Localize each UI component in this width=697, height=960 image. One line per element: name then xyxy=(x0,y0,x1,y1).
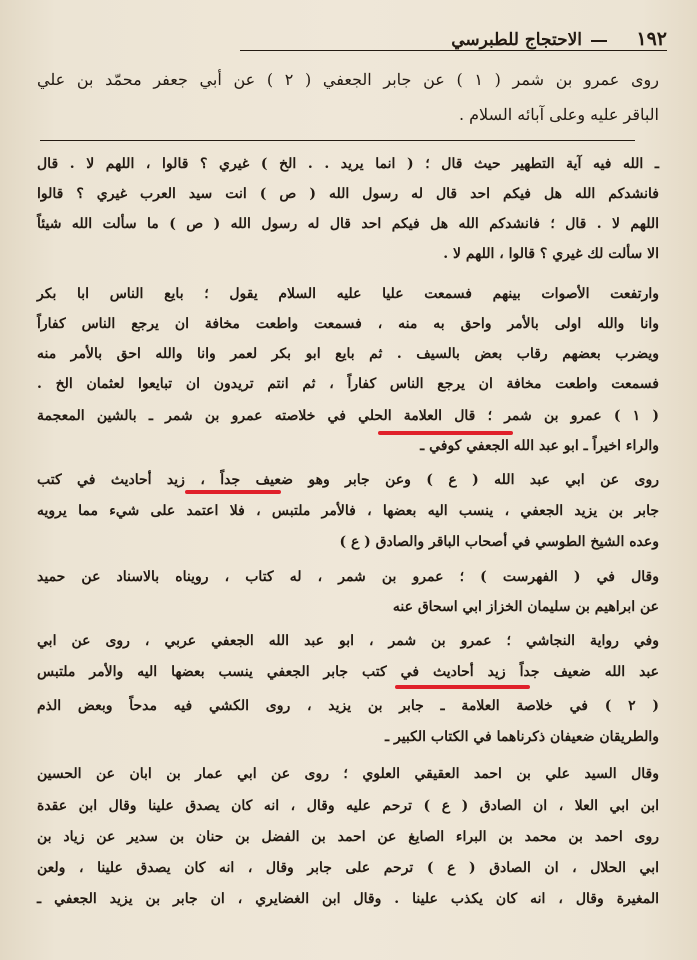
commentary-line: الا سألت لك غيري ؟ قالوا ، اللهم لا . xyxy=(443,246,659,262)
page-number: ١٩٢ xyxy=(636,28,667,50)
commentary-line: وانا والله اولى بالأمر واحق به منه ، فسمعت واطعت مخافة ان يرجع الناس كفاراً xyxy=(37,316,659,332)
commentary-line: ـ الله فيه آية التطهير حيث قال ؛ ( انما يريد . . الخ ) غيري ؟ قالوا ، اللهم لا . قال xyxy=(37,156,659,172)
footnote-line: وقال السيد علي بن احمد العقيقي العلوي ؛ روى عن ابي عمار بن ابان عن الحسين xyxy=(37,766,659,782)
footnote-line: ابي الحلال ، ان الصادق ( ع ) ترحم على جابر وقال ، انه كان يصدق علينا ، ولعن xyxy=(37,860,659,876)
footnote-line: جابر بن يزيد الجعفي ، ينسب اليه بعضها ، فالأمر ملتبس ، فلا اعتمد على شيء مما يرويه xyxy=(37,503,659,519)
footnote-line: ابن ابي العلا ، ان الصادق ( ع ) ترحم عليه وقال ، انه كان يصدق علينا وقال ابن عقدة xyxy=(37,798,659,814)
commentary-line: وارتفعت الأصوات بينهم فسمعت عليا عليه السلام يقول ؛ بايع الناس ابا بكر xyxy=(37,286,659,302)
footnote-line: عبد الله ضعيف جداً زيد أحاديث في كتب جابر الجعفي ينسب بعضها اليه والأمر ملتبس xyxy=(37,664,659,680)
header-dash xyxy=(591,40,607,42)
header-rule xyxy=(240,50,667,51)
footnote-line: المغيرة وقال ، انه كان يكذب علينا . وقال ابن الغضايري ، ان جابر بن يزيد الجعفي ـ xyxy=(37,891,659,907)
main-text-line: الباقر عليه وعلى آبائه السلام . xyxy=(458,105,659,124)
red-underline xyxy=(185,490,281,494)
footnote-line: وعده الشيخ الطوسي في أصحاب الباقر والصادق ( ع ) xyxy=(339,534,659,550)
commentary-line: فسمعت واطعت مخافة ان يرجع الناس كفاراً ، ثم انتم تريدون ان تبايعوا لعثمان الخ . xyxy=(37,376,659,392)
running-header xyxy=(40,28,667,56)
section-divider xyxy=(40,140,635,141)
red-underline xyxy=(378,431,513,435)
footnote-line: ( ٢ ) في خلاصة العلامة ـ جابر بن يزيد ، روى الكشي فيه مدحاً وبعض الذم xyxy=(37,698,660,714)
commentary-line: ويضرب بعضهم رقاب بعض بالسيف . ثم بايع ابو بكر لعمر وانا والله احق بالأمر منه xyxy=(37,346,659,362)
footnote-line: وفي رواية النجاشي ؛ عمرو بن شمر ، ابو عبد الله الجعفي عربي ، روى عن ابي xyxy=(37,633,659,649)
footnote-line: والراء اخيراً ـ ابو عبد الله الجعفي كوفي ـ xyxy=(420,438,659,454)
book-title: الاحتجاج للطبرسي xyxy=(451,30,582,50)
footnote-line: وقال في ( الفهرست ) ؛ عمرو بن شمر ، له كتاب ، رويناه بالاسناد عن حميد xyxy=(37,569,659,585)
main-text-line: روى عمرو بن شمر ( ١ ) عن جابر الجعفي ( ٢ ) عن أبي جعفر محمّد بن علي xyxy=(37,70,659,89)
footnote-line: والطريقان ضعيفان ذكرناهما في الكتاب الكبير ـ xyxy=(385,729,659,745)
commentary-line: اللهم لا . قال ؛ فانشدكم الله هل فيكم احد قال له رسول الله ( ص ) ما سألت الله شيئاً xyxy=(37,216,659,232)
footnote-line: روى احمد بن محمد بن البراء الصايغ عن احمد بن الفضل بن حنان بن سدير عن زياد بن xyxy=(37,829,659,845)
footnote-line: ( ١ ) عمرو بن شمر ؛ قال العلامة الحلي في خلاصته عمرو بن شمر ـ بالشين المعجمة xyxy=(37,408,659,424)
commentary-line: فانشدكم الله هل فيكم احد قال له رسول الله ( ص ) انت سيد العرب غيري ؟ قالوا xyxy=(37,186,659,202)
footnote-line: روى عن ابي عبد الله ( ع ) وعن جابر وهو ضعيف جداً ، زيد أحاديث في كتب xyxy=(37,472,659,488)
footnote-line: عن ابراهيم بن سليمان الخزاز ابي اسحاق عنه xyxy=(392,599,659,615)
red-underline xyxy=(395,685,530,689)
